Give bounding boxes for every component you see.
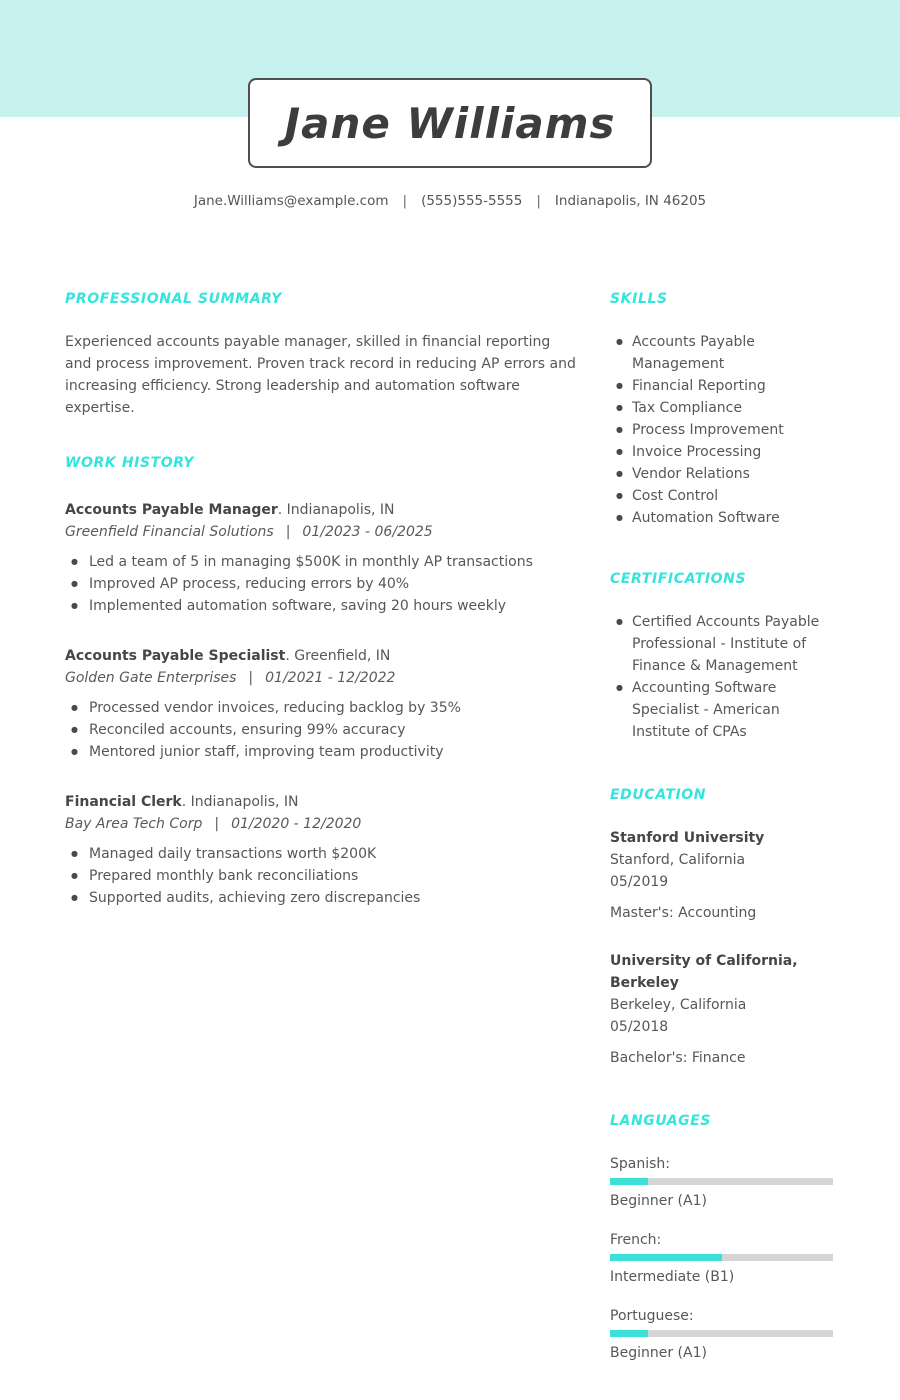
skill-item: ● Automation Software — [610, 507, 836, 529]
language-entry — [610, 1153, 836, 1212]
contact-phone: (555)555-5555 — [421, 193, 523, 209]
certifications-list — [610, 611, 836, 743]
language-level: Intermediate (B1) — [610, 1269, 735, 1285]
job-bullets — [65, 697, 577, 763]
job-bullet: ● Mentored junior staff, improving team productivity — [65, 741, 577, 763]
language-progress-bar — [610, 1178, 833, 1185]
languages-heading: LANGUAGES — [610, 1113, 712, 1129]
education-heading: EDUCATION — [610, 787, 707, 803]
school-name: Stanford University — [610, 830, 765, 846]
language-level: Beginner (A1) — [610, 1345, 707, 1361]
job-title: Accounts Payable Manager — [65, 502, 278, 518]
job-bullet: ● Prepared monthly bank reconciliations — [65, 865, 577, 887]
job-bullet: ● Processed vendor invoices, reducing backlog by 35% — [65, 697, 577, 719]
job-bullet: ● Improved AP process, reducing errors by 40% — [65, 573, 577, 595]
language-progress-fill — [610, 1330, 648, 1337]
job-entry — [65, 499, 577, 617]
skill-item: ● Accounts Payable Management — [610, 331, 836, 375]
name-box — [248, 78, 652, 168]
job-company-line — [65, 667, 577, 689]
skill-item: ● Tax Compliance — [610, 397, 836, 419]
skill-item: ● Vendor Relations — [610, 463, 836, 485]
job-title: Financial Clerk — [65, 794, 182, 810]
skills-heading: SKILLS — [610, 291, 668, 307]
skills-list — [610, 331, 836, 529]
work-history-heading: WORK HISTORY — [65, 455, 195, 471]
job-company: Bay Area Tech Corp — [65, 816, 203, 832]
job-bullet: ● Implemented automation software, saving 20 hours weekly — [65, 595, 577, 617]
section-skills — [610, 291, 836, 529]
job-company-line — [65, 813, 577, 835]
summary-heading: PROFESSIONAL SUMMARY — [65, 291, 282, 307]
language-progress-bar — [610, 1330, 833, 1337]
job-bullet: ● Led a team of 5 in managing $500K in monthly AP transactions — [65, 551, 577, 573]
resume-body — [65, 291, 855, 1400]
job-dates: 01/2023 - 06/2025 — [302, 524, 433, 540]
job-title-line — [65, 499, 577, 521]
language-name: Portuguese: — [610, 1308, 694, 1324]
language-entry — [610, 1305, 836, 1364]
school-name: University of California, Berkeley — [610, 953, 798, 991]
job-company: Greenfield Financial Solutions — [65, 524, 274, 540]
certification-item: ● Certified Accounts Payable Professional - Institute of Finance & Management — [610, 611, 836, 677]
language-name: French: — [610, 1232, 662, 1248]
school-date: 05/2018 — [610, 1019, 669, 1035]
job-entry — [65, 791, 577, 909]
job-bullet: ● Supported audits, achieving zero discrepancies — [65, 887, 577, 909]
candidate-name: Jane Williams — [284, 98, 616, 148]
contact-separator: | — [402, 193, 408, 209]
summary-text: Experienced accounts payable manager, skilled in financial reporting and process improvement. Proven track record in reducing AP errors and increasing efficiency. Strong leadership and automation software expertise. — [65, 334, 576, 416]
section-work-history — [65, 455, 577, 909]
job-separator: | — [214, 816, 220, 832]
school-degree: Master's: Accounting — [610, 905, 757, 921]
education-entry — [610, 950, 836, 1069]
language-entry — [610, 1229, 836, 1288]
skill-item: ● Invoice Processing — [610, 441, 836, 463]
job-separator: | — [285, 524, 291, 540]
job-company: Golden Gate Enterprises — [65, 670, 237, 686]
language-progress-fill — [610, 1254, 722, 1261]
job-location: . Indianapolis, IN — [181, 794, 299, 810]
right-column — [610, 291, 836, 1400]
job-location: . Greenfield, IN — [285, 648, 391, 664]
job-dates: 01/2021 - 12/2022 — [265, 670, 396, 686]
job-dates: 01/2020 - 12/2020 — [231, 816, 362, 832]
job-separator: | — [248, 670, 254, 686]
job-title: Accounts Payable Specialist — [65, 648, 286, 664]
section-education — [610, 787, 836, 1069]
language-name: Spanish: — [610, 1156, 670, 1172]
contact-line — [0, 193, 900, 209]
job-title-line — [65, 791, 577, 813]
contact-separator: | — [536, 193, 541, 209]
school-degree: Bachelor's: Finance — [610, 1050, 746, 1066]
language-level: Beginner (A1) — [610, 1193, 707, 1209]
certifications-heading: CERTIFICATIONS — [610, 571, 747, 587]
contact-email: Jane.Williams@example.com — [193, 193, 389, 209]
job-entry — [65, 645, 577, 763]
language-progress-bar — [610, 1254, 833, 1261]
job-company-line — [65, 521, 577, 543]
contact-location: Indianapolis, IN 46205 — [554, 193, 707, 209]
certification-item: ● Accounting Software Specialist - American Institute of CPAs — [610, 677, 836, 743]
education-entry — [610, 827, 836, 924]
job-bullet: ● Managed daily transactions worth $200K — [65, 843, 577, 865]
skill-item: ● Cost Control — [610, 485, 836, 507]
section-languages — [610, 1113, 836, 1364]
left-column — [65, 291, 577, 1400]
job-title-line — [65, 645, 577, 667]
section-certifications — [610, 571, 836, 743]
skill-item: ● Process Improvement — [610, 419, 836, 441]
school-location: Stanford, California — [610, 852, 746, 868]
school-date: 05/2019 — [610, 874, 669, 890]
job-bullet: ● Reconciled accounts, ensuring 99% accuracy — [65, 719, 577, 741]
school-location: Berkeley, California — [610, 997, 747, 1013]
skill-item: ● Financial Reporting — [610, 375, 836, 397]
job-bullets — [65, 843, 577, 909]
job-location: . Indianapolis, IN — [277, 502, 395, 518]
section-professional-summary — [65, 291, 577, 419]
language-progress-fill — [610, 1178, 648, 1185]
job-bullets — [65, 551, 577, 617]
